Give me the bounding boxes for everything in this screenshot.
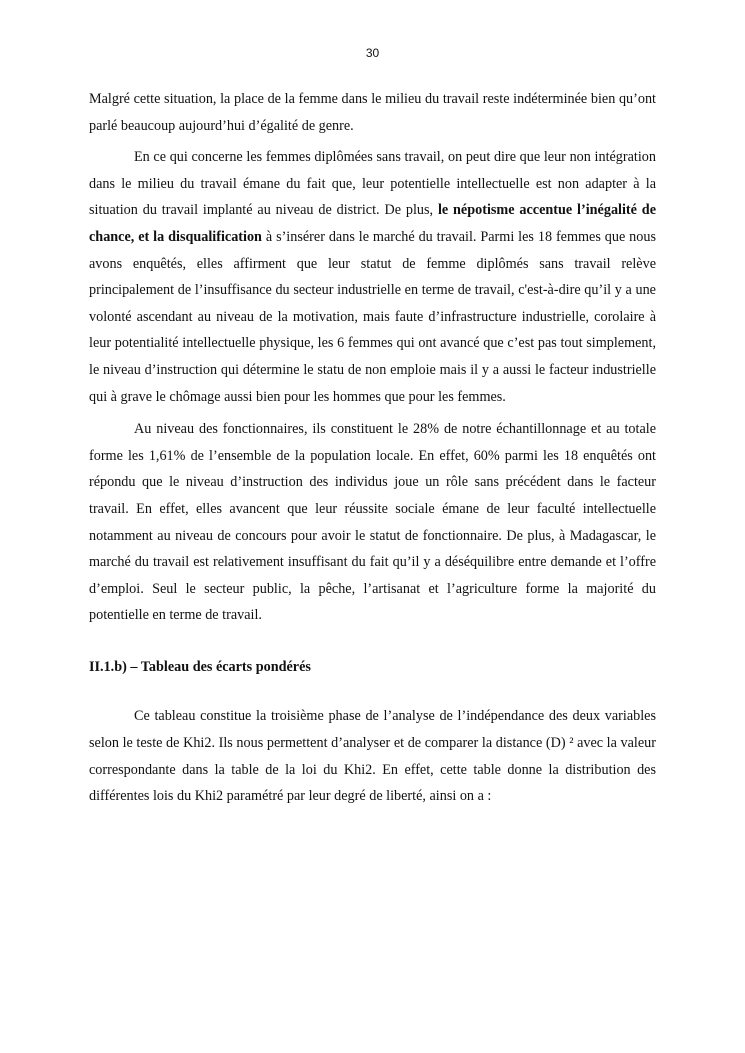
paragraph-women-graduates-text-start: En ce qui concerne les femmes diplômées sans travail, on peut dire que leur non intégration dans le milieu du travail émane du fait que, leur potentielle intellectuelle est non adapter à la situation du travail implanté au niveau de district. De plus,: [89, 149, 656, 219]
paragraph-intro: Malgré cette situation, la place de la femme dans le milieu du travail reste indéterminée bien qu’ont parlé beaucoup aujourd’hui d’égalité de genre.: [89, 91, 656, 134]
paragraph-women-graduates: [89, 144, 656, 410]
paragraph-women-graduates-bold: le népotisme accentue l’inégalité de chance, et la disqualification: [89, 202, 656, 245]
paragraph-women-graduates-text-end: à s’insérer dans le marché du travail. Parmi les 18 femmes que nous avons enquêtés, elles affirment que leur statut de femme diplômés sans travail relève principalement de l’insuffisance du secteur industrielle en terme de travail, c'est-à-dire qu’il y a une volonté ascendant au niveau de la motivation, mais faute d’infrastructure industrielle, corolaire à leur potentialité intellectuelle physique, les 6 femmes qui ont avancé que c’est pas tout simplement, le niveau d’instruction qui détermine le statu de non emploie mais il y a aussi le facteur industrielle qui à grave le chômage aussi bien pour les hommes que pour les femmes.: [89, 228, 656, 405]
section-heading: II.1.b) – Tableau des écarts pondérés: [89, 658, 311, 675]
paragraph-weighted-gaps: Ce tableau constitue la troisième phase de l’analyse de l’indépendance des deux variables selon le teste de Khi2. Ils nous permettent d’analyser et de comparer la distance (D) ² avec la valeur correspondante dans la table de la loi du Khi2. En effet, cette table donne la distribution des différentes lois du Khi2 paramétré par leur degré de liberté, ainsi on a :: [89, 708, 656, 805]
page-number: 30: [365, 46, 380, 60]
paragraph-civil-servants: Au niveau des fonctionnaires, ils constituent le 28% de notre échantillonnage et au totale forme les 1,61% de l’ensemble de la population locale. En effet, 60% parmi les 18 enquêtés ont répondu que le niveau d’instruction des individus joue un rôle sans précédent dans le facteur travail. En effet, elles avancent que leur réussite sociale émane de leur faculté intellectuelle notamment au niveau de concours pour avoir le statut de fonctionnaire. De plus, à Madagascar, le marché du travail est relativement insuffisant du fait qu’il y a déséquilibre entre demande et l’offre d’emploi. Seul le secteur public, la pêche, l’artisanat et l’agriculture forme la majorité du potentielle en terme de travail.: [89, 421, 656, 624]
document-body: [89, 86, 656, 810]
